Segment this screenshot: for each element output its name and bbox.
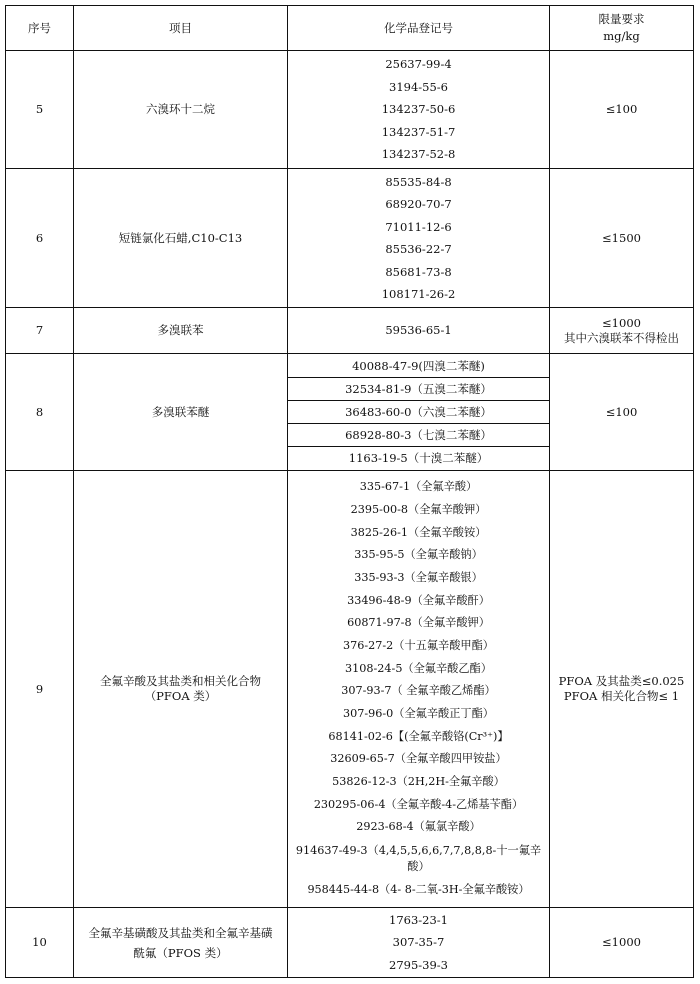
cas-number: 85535-84-8 bbox=[385, 174, 452, 189]
cas-number: 376-27-2（十五氟辛酸甲酯） bbox=[343, 638, 494, 652]
row-number: 6 bbox=[6, 169, 74, 308]
header-limit-title: 限量要求 bbox=[598, 12, 645, 26]
cas-number: 32534-81-9（五溴二苯醚） bbox=[288, 378, 549, 401]
cas-number: 134237-50-6 bbox=[381, 102, 456, 117]
table-row bbox=[6, 354, 694, 471]
header-limit-unit: mg/kg bbox=[603, 29, 640, 43]
cas-number: 85681-73-8 bbox=[385, 264, 452, 279]
cas-number: 40088-47-9(四溴二苯醚) bbox=[288, 355, 549, 378]
header-limit bbox=[550, 6, 694, 51]
header-cas: 化学品登记号 bbox=[288, 6, 550, 51]
table-row bbox=[6, 51, 694, 169]
cas-number: 230295-06-4（全氟辛酸-4-乙烯基苄酯） bbox=[313, 797, 524, 811]
item-name-abbr: （PFOA 类） bbox=[144, 689, 217, 703]
header-no: 序号 bbox=[6, 6, 74, 51]
cas-number: 1163-19-5（十溴二苯醚） bbox=[348, 451, 489, 465]
cas-number: 958445-44-8（4- 8-二氧-3H-全氟辛酸铵） bbox=[307, 883, 530, 897]
header-item: 项目 bbox=[74, 6, 288, 51]
header-row bbox=[6, 6, 694, 51]
row-number: 5 bbox=[6, 51, 74, 169]
table-row bbox=[6, 908, 694, 978]
table-row bbox=[6, 308, 694, 354]
cas-number: 53826-12-3（2H,2H-全氟辛酸） bbox=[332, 775, 505, 789]
cas-number: 307-35-7 bbox=[392, 935, 445, 950]
cas-number: 68928-80-3（七溴二苯醚） bbox=[288, 424, 549, 447]
cas-list bbox=[288, 354, 550, 471]
cas-number: 2795-39-3 bbox=[389, 957, 448, 972]
row-number: 9 bbox=[6, 471, 74, 908]
item-name: 多溴联苯醚 bbox=[74, 354, 288, 471]
cas-number: 3194-55-6 bbox=[389, 79, 448, 94]
limit-cell bbox=[550, 471, 694, 908]
item-name-cell bbox=[74, 471, 288, 908]
cas-number: 36483-60-0（六溴二苯醚） bbox=[288, 401, 549, 424]
limit-note: 其中六溴联苯不得检出 bbox=[564, 330, 679, 345]
limit-value: ≤100 bbox=[550, 354, 694, 471]
item-name: 全氟辛基磺酸及其盐类和全氟辛基磺 bbox=[88, 925, 273, 940]
limit-value: ≤100 bbox=[550, 51, 694, 169]
cas-list bbox=[288, 908, 550, 978]
cas-number: 2395-00-8（全氟辛酸钾） bbox=[350, 502, 487, 516]
limit-value: PFOA 相关化合物≤ 1 bbox=[563, 689, 680, 703]
cas-number: 108171-26-2 bbox=[381, 287, 456, 301]
cas-number: 33496-48-9（全氟辛酸酐） bbox=[347, 593, 490, 607]
cas-number: 307-96-0（全氟辛酸正丁酯） bbox=[343, 707, 494, 721]
cas-number: 85536-22-7 bbox=[385, 242, 452, 256]
limit-value: PFOA 及其盐类≤0.025 bbox=[558, 674, 685, 688]
regulation-table bbox=[5, 5, 694, 978]
cas-number: 68141-02-6【(全氟辛酸铬(Cr³⁺)】 bbox=[328, 729, 509, 743]
item-name: 多溴联苯 bbox=[74, 308, 288, 354]
cas-number: 3825-26-1（全氟辛酸铵） bbox=[350, 525, 487, 539]
limit-cell bbox=[550, 308, 694, 354]
cas-number: 335-67-1（全氟辛酸） bbox=[359, 480, 478, 494]
row-number: 8 bbox=[6, 354, 74, 471]
cas-number: 1763-23-1 bbox=[389, 912, 448, 927]
cas-list bbox=[288, 51, 550, 169]
cas-number: 307-93-7（ 全氟辛酸乙烯酯） bbox=[341, 684, 496, 698]
cas-number: 335-95-5（全氟辛酸钠） bbox=[354, 548, 483, 562]
item-name: 短链氯化石蜡,C10-C13 bbox=[74, 169, 288, 308]
cas-number: 2923-68-4（氟氯辛酸） bbox=[356, 820, 481, 834]
cas-number: 68920-70-7 bbox=[385, 197, 452, 211]
cas-number: 32609-65-7（全氟辛酸四甲铵盐） bbox=[330, 752, 507, 766]
cas-number: 3108-24-5（全氟辛酸乙酯） bbox=[345, 661, 492, 675]
cas-number: 60871-97-8（全氟辛酸钾） bbox=[347, 616, 490, 630]
cas-number: 914637-49-3（4,4,5,5,6,6,7,7,8,8,8-十一氟辛酸） bbox=[295, 844, 542, 874]
item-name-cell bbox=[74, 908, 288, 978]
cas-number: 335-93-3（全氟辛酸银） bbox=[354, 570, 483, 584]
cas-number: 59536-65-1 bbox=[288, 308, 550, 354]
item-name: 六溴环十二烷 bbox=[74, 51, 288, 169]
limit-value: ≤1500 bbox=[550, 169, 694, 308]
limit-value: ≤1000 bbox=[602, 315, 641, 330]
row-number: 10 bbox=[6, 908, 74, 978]
row-number: 7 bbox=[6, 308, 74, 354]
cas-number: 25637-99-4 bbox=[385, 57, 452, 72]
cas-list bbox=[288, 169, 550, 308]
cas-number: 71011-12-6 bbox=[385, 219, 452, 234]
cas-number: 134237-51-7 bbox=[381, 124, 456, 139]
item-name: 酰氟（PFOS 类） bbox=[133, 945, 228, 960]
cas-number: 134237-52-8 bbox=[381, 147, 456, 162]
table-row bbox=[6, 471, 694, 908]
item-name: 全氟辛酸及其盐类和相关化合物 bbox=[100, 674, 261, 688]
cas-list bbox=[288, 471, 550, 908]
table-row bbox=[6, 169, 694, 308]
limit-value: ≤1000 bbox=[550, 908, 694, 978]
